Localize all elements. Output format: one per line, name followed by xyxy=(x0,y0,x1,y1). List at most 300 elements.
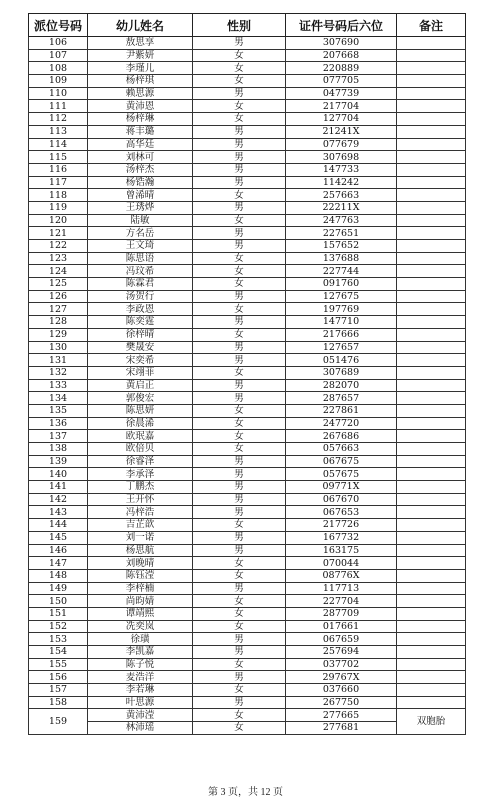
cell-note xyxy=(397,125,466,138)
cell-number: 122 xyxy=(29,240,88,253)
cell-id: 067659 xyxy=(286,633,397,646)
cell-note xyxy=(397,62,466,75)
cell-name: 李若琳 xyxy=(88,684,193,697)
cell-note xyxy=(397,138,466,151)
twin-gender-1: 女 xyxy=(193,709,286,722)
table-row xyxy=(29,163,466,176)
cell-note xyxy=(397,227,466,240)
cell-name: 陈霖君 xyxy=(88,278,193,291)
cell-name: 李政恩 xyxy=(88,303,193,316)
cell-id: 307698 xyxy=(286,151,397,164)
cell-note xyxy=(397,201,466,214)
table-row xyxy=(29,607,466,620)
cell-gender: 女 xyxy=(193,684,286,697)
cell-id: 117713 xyxy=(286,582,397,595)
cell-name: 宋翊菲 xyxy=(88,366,193,379)
table-row xyxy=(29,443,466,456)
cell-id: 227704 xyxy=(286,595,397,608)
cell-name: 尚昀婧 xyxy=(88,595,193,608)
cell-name: 黄沛恩 xyxy=(88,100,193,113)
cell-number: 112 xyxy=(29,113,88,126)
cell-gender: 男 xyxy=(193,531,286,544)
table-row xyxy=(29,379,466,392)
cell-id: 220889 xyxy=(286,62,397,75)
cell-gender: 女 xyxy=(193,100,286,113)
cell-name: 陈思妍 xyxy=(88,404,193,417)
cell-number: 145 xyxy=(29,531,88,544)
cell-name: 王文琦 xyxy=(88,240,193,253)
cell-id: 09771X xyxy=(286,481,397,494)
cell-name: 李凯嘉 xyxy=(88,646,193,659)
cell-gender: 女 xyxy=(193,519,286,532)
cell-gender: 男 xyxy=(193,696,286,709)
cell-number: 140 xyxy=(29,468,88,481)
cell-id: 067653 xyxy=(286,506,397,519)
cell-note xyxy=(397,49,466,62)
cell-note xyxy=(397,544,466,557)
cell-gender: 男 xyxy=(193,506,286,519)
table-body xyxy=(29,37,466,735)
cell-gender: 男 xyxy=(193,151,286,164)
twin-id-2: 277681 xyxy=(286,722,397,735)
cell-gender: 男 xyxy=(193,138,286,151)
cell-note xyxy=(397,151,466,164)
cell-number: 151 xyxy=(29,607,88,620)
cell-number: 139 xyxy=(29,455,88,468)
cell-id: 282070 xyxy=(286,379,397,392)
cell-name: 杨思航 xyxy=(88,544,193,557)
cell-number: 110 xyxy=(29,87,88,100)
cell-name: 刘晚晴 xyxy=(88,557,193,570)
cell-number: 109 xyxy=(29,75,88,88)
cell-name: 冯梓浩 xyxy=(88,506,193,519)
cell-gender: 女 xyxy=(193,278,286,291)
table-row xyxy=(29,227,466,240)
cell-number: 111 xyxy=(29,100,88,113)
cell-gender: 女 xyxy=(193,417,286,430)
cell-gender: 女 xyxy=(193,595,286,608)
table-row xyxy=(29,404,466,417)
cell-id: 163175 xyxy=(286,544,397,557)
cell-gender: 男 xyxy=(193,316,286,329)
table-row xyxy=(29,493,466,506)
cell-name: 冯玟希 xyxy=(88,265,193,278)
cell-gender: 女 xyxy=(193,62,286,75)
cell-note xyxy=(397,595,466,608)
cell-note xyxy=(397,265,466,278)
table-row xyxy=(29,366,466,379)
cell-note xyxy=(397,443,466,456)
cell-number: 158 xyxy=(29,696,88,709)
cell-note xyxy=(397,290,466,303)
cell-id: 077679 xyxy=(286,138,397,151)
cell-gender: 男 xyxy=(193,201,286,214)
cell-id: 067675 xyxy=(286,455,397,468)
cell-id: 077705 xyxy=(286,75,397,88)
cell-number: 153 xyxy=(29,633,88,646)
cell-name: 赖思源 xyxy=(88,87,193,100)
twin-number: 159 xyxy=(29,709,88,734)
cell-note xyxy=(397,481,466,494)
table-row xyxy=(29,696,466,709)
twin-gender-2: 女 xyxy=(193,722,286,735)
cell-id: 29767X xyxy=(286,671,397,684)
cell-name: 王琇烨 xyxy=(88,201,193,214)
cell-number: 130 xyxy=(29,341,88,354)
cell-id: 217726 xyxy=(286,519,397,532)
cell-name: 刘林可 xyxy=(88,151,193,164)
cell-note xyxy=(397,100,466,113)
cell-name: 陈钰滢 xyxy=(88,569,193,582)
cell-note xyxy=(397,328,466,341)
cell-gender: 女 xyxy=(193,252,286,265)
table-row xyxy=(29,151,466,164)
table-row xyxy=(29,189,466,202)
cell-id: 057663 xyxy=(286,443,397,456)
cell-id: 037660 xyxy=(286,684,397,697)
twin-note: 双胞胎 xyxy=(397,709,466,734)
table-row xyxy=(29,100,466,113)
cell-name: 尹紫妍 xyxy=(88,49,193,62)
table-row xyxy=(29,620,466,633)
cell-note xyxy=(397,557,466,570)
table-row xyxy=(29,646,466,659)
cell-name: 李承泽 xyxy=(88,468,193,481)
cell-id: 227861 xyxy=(286,404,397,417)
cell-number: 108 xyxy=(29,62,88,75)
header-number: 派位号码 xyxy=(29,14,88,37)
cell-name: 宋奕希 xyxy=(88,354,193,367)
cell-gender: 女 xyxy=(193,430,286,443)
table-row xyxy=(29,49,466,62)
cell-gender: 男 xyxy=(193,354,286,367)
cell-name: 徐晨浠 xyxy=(88,417,193,430)
cell-note xyxy=(397,519,466,532)
table-row xyxy=(29,75,466,88)
cell-note xyxy=(397,607,466,620)
cell-note xyxy=(397,696,466,709)
cell-id: 227744 xyxy=(286,265,397,278)
cell-gender: 女 xyxy=(193,189,286,202)
cell-id: 147710 xyxy=(286,316,397,329)
cell-gender: 女 xyxy=(193,569,286,582)
cell-note xyxy=(397,316,466,329)
cell-id: 287657 xyxy=(286,392,397,405)
cell-number: 149 xyxy=(29,582,88,595)
table-row xyxy=(29,430,466,443)
cell-number: 155 xyxy=(29,658,88,671)
cell-note xyxy=(397,633,466,646)
cell-note xyxy=(397,176,466,189)
cell-note xyxy=(397,240,466,253)
cell-note xyxy=(397,87,466,100)
cell-name: 李梓楠 xyxy=(88,582,193,595)
table-row xyxy=(29,138,466,151)
cell-gender: 男 xyxy=(193,227,286,240)
table-row xyxy=(29,569,466,582)
cell-id: 127704 xyxy=(286,113,397,126)
table-row xyxy=(29,557,466,570)
cell-name: 陈奕霆 xyxy=(88,316,193,329)
cell-id: 067670 xyxy=(286,493,397,506)
cell-id: 257663 xyxy=(286,189,397,202)
cell-gender: 女 xyxy=(193,49,286,62)
cell-number: 118 xyxy=(29,189,88,202)
cell-number: 117 xyxy=(29,176,88,189)
cell-gender: 女 xyxy=(193,658,286,671)
cell-name: 欧珉嘉 xyxy=(88,430,193,443)
cell-number: 138 xyxy=(29,443,88,456)
cell-id: 22211X xyxy=(286,201,397,214)
cell-note xyxy=(397,620,466,633)
table-row xyxy=(29,62,466,75)
cell-name: 汤贺行 xyxy=(88,290,193,303)
table-row xyxy=(29,455,466,468)
cell-id: 127657 xyxy=(286,341,397,354)
table-row xyxy=(29,417,466,430)
table-row xyxy=(29,290,466,303)
cell-number: 119 xyxy=(29,201,88,214)
cell-number: 148 xyxy=(29,569,88,582)
cell-id: 114242 xyxy=(286,176,397,189)
cell-number: 146 xyxy=(29,544,88,557)
table-row xyxy=(29,278,466,291)
cell-gender: 男 xyxy=(193,392,286,405)
table-row xyxy=(29,671,466,684)
cell-gender: 女 xyxy=(193,328,286,341)
cell-number: 106 xyxy=(29,37,88,50)
cell-gender: 男 xyxy=(193,87,286,100)
table-row xyxy=(29,328,466,341)
cell-note xyxy=(397,569,466,582)
cell-note xyxy=(397,379,466,392)
cell-id: 070044 xyxy=(286,557,397,570)
cell-name: 麦浩洋 xyxy=(88,671,193,684)
cell-id: 157652 xyxy=(286,240,397,253)
cell-number: 133 xyxy=(29,379,88,392)
cell-note xyxy=(397,163,466,176)
cell-name: 李瑾儿 xyxy=(88,62,193,75)
cell-id: 227651 xyxy=(286,227,397,240)
cell-id: 207668 xyxy=(286,49,397,62)
cell-note xyxy=(397,671,466,684)
table-row xyxy=(29,87,466,100)
cell-number: 144 xyxy=(29,519,88,532)
cell-name: 方名岳 xyxy=(88,227,193,240)
cell-number: 129 xyxy=(29,328,88,341)
cell-number: 113 xyxy=(29,125,88,138)
table-row xyxy=(29,214,466,227)
twin-id-1: 277665 xyxy=(286,709,397,722)
cell-id: 037702 xyxy=(286,658,397,671)
cell-gender: 女 xyxy=(193,113,286,126)
cell-gender: 男 xyxy=(193,176,286,189)
cell-gender: 女 xyxy=(193,303,286,316)
cell-number: 120 xyxy=(29,214,88,227)
cell-number: 147 xyxy=(29,557,88,570)
cell-number: 141 xyxy=(29,481,88,494)
cell-id: 137688 xyxy=(286,252,397,265)
cell-note xyxy=(397,684,466,697)
cell-number: 143 xyxy=(29,506,88,519)
cell-gender: 男 xyxy=(193,544,286,557)
table-header-row xyxy=(29,14,466,37)
cell-note xyxy=(397,341,466,354)
cell-name: 欧倍贝 xyxy=(88,443,193,456)
cell-note xyxy=(397,75,466,88)
cell-note xyxy=(397,303,466,316)
twin-name-2: 林沛瑶 xyxy=(88,722,193,735)
cell-number: 115 xyxy=(29,151,88,164)
cell-number: 156 xyxy=(29,671,88,684)
table-row xyxy=(29,265,466,278)
cell-gender: 男 xyxy=(193,671,286,684)
header-note: 备注 xyxy=(397,14,466,37)
cell-name: 敖思享 xyxy=(88,37,193,50)
cell-gender: 女 xyxy=(193,214,286,227)
cell-gender: 女 xyxy=(193,620,286,633)
cell-id: 217666 xyxy=(286,328,397,341)
table-row xyxy=(29,303,466,316)
cell-number: 128 xyxy=(29,316,88,329)
assignment-table xyxy=(28,13,466,735)
cell-name: 高华廷 xyxy=(88,138,193,151)
cell-gender: 男 xyxy=(193,240,286,253)
table-row xyxy=(29,316,466,329)
cell-note xyxy=(397,392,466,405)
cell-number: 135 xyxy=(29,404,88,417)
cell-number: 142 xyxy=(29,493,88,506)
cell-number: 152 xyxy=(29,620,88,633)
cell-name: 王开怀 xyxy=(88,493,193,506)
table-row xyxy=(29,684,466,697)
cell-id: 017661 xyxy=(286,620,397,633)
cell-note xyxy=(397,582,466,595)
cell-name: 陈思语 xyxy=(88,252,193,265)
cell-name: 吉芷歆 xyxy=(88,519,193,532)
cell-number: 125 xyxy=(29,278,88,291)
cell-number: 134 xyxy=(29,392,88,405)
cell-gender: 女 xyxy=(193,75,286,88)
cell-number: 157 xyxy=(29,684,88,697)
cell-name: 杨梓琪 xyxy=(88,75,193,88)
cell-number: 137 xyxy=(29,430,88,443)
cell-name: 叶思源 xyxy=(88,696,193,709)
table-row xyxy=(29,633,466,646)
cell-id: 047739 xyxy=(286,87,397,100)
cell-name: 陆敏 xyxy=(88,214,193,227)
header-id-last6: 证件号码后六位 xyxy=(286,14,397,37)
table-row xyxy=(29,595,466,608)
cell-note xyxy=(397,455,466,468)
cell-name: 郭俊宏 xyxy=(88,392,193,405)
table-row xyxy=(29,506,466,519)
cell-gender: 女 xyxy=(193,557,286,570)
cell-name: 杨梓琳 xyxy=(88,113,193,126)
cell-note xyxy=(397,252,466,265)
cell-note xyxy=(397,493,466,506)
cell-id: 167732 xyxy=(286,531,397,544)
cell-number: 123 xyxy=(29,252,88,265)
header-gender: 性别 xyxy=(193,14,286,37)
table-row xyxy=(29,113,466,126)
cell-id: 267750 xyxy=(286,696,397,709)
cell-number: 114 xyxy=(29,138,88,151)
cell-note xyxy=(397,430,466,443)
table-row xyxy=(29,125,466,138)
cell-gender: 男 xyxy=(193,455,286,468)
cell-gender: 男 xyxy=(193,163,286,176)
cell-gender: 女 xyxy=(193,607,286,620)
table-row xyxy=(29,37,466,50)
cell-id: 127675 xyxy=(286,290,397,303)
cell-gender: 男 xyxy=(193,493,286,506)
cell-number: 126 xyxy=(29,290,88,303)
cell-note xyxy=(397,404,466,417)
table-row xyxy=(29,201,466,214)
table-row xyxy=(29,354,466,367)
cell-note xyxy=(397,506,466,519)
cell-number: 136 xyxy=(29,417,88,430)
cell-name: 樊晟安 xyxy=(88,341,193,354)
table-row xyxy=(29,252,466,265)
table-row xyxy=(29,176,466,189)
cell-number: 107 xyxy=(29,49,88,62)
cell-gender: 女 xyxy=(193,404,286,417)
cell-id: 307690 xyxy=(286,37,397,50)
cell-gender: 男 xyxy=(193,633,286,646)
cell-number: 121 xyxy=(29,227,88,240)
cell-name: 汤梓杰 xyxy=(88,163,193,176)
cell-gender: 男 xyxy=(193,290,286,303)
cell-number: 124 xyxy=(29,265,88,278)
table-row xyxy=(29,582,466,595)
cell-note xyxy=(397,113,466,126)
cell-gender: 女 xyxy=(193,265,286,278)
cell-id: 147733 xyxy=(286,163,397,176)
table-row xyxy=(29,544,466,557)
cell-id: 091760 xyxy=(286,278,397,291)
table-row xyxy=(29,392,466,405)
cell-name: 冼奕岚 xyxy=(88,620,193,633)
twin-row xyxy=(29,709,466,722)
cell-note xyxy=(397,531,466,544)
cell-note xyxy=(397,189,466,202)
twin-name-1: 黄沛滢 xyxy=(88,709,193,722)
cell-gender: 男 xyxy=(193,582,286,595)
cell-name: 黄启正 xyxy=(88,379,193,392)
table-row xyxy=(29,240,466,253)
cell-name: 刘一诺 xyxy=(88,531,193,544)
cell-note xyxy=(397,278,466,291)
cell-note xyxy=(397,354,466,367)
table-row xyxy=(29,341,466,354)
cell-gender: 女 xyxy=(193,443,286,456)
cell-number: 116 xyxy=(29,163,88,176)
cell-note xyxy=(397,646,466,659)
cell-gender: 男 xyxy=(193,341,286,354)
cell-gender: 男 xyxy=(193,37,286,50)
cell-id: 247720 xyxy=(286,417,397,430)
page-footer: 第 3 页，共 12 页 xyxy=(208,787,283,798)
cell-number: 127 xyxy=(29,303,88,316)
cell-note xyxy=(397,214,466,227)
cell-number: 131 xyxy=(29,354,88,367)
cell-note xyxy=(397,468,466,481)
cell-name: 杨锆瀚 xyxy=(88,176,193,189)
cell-gender: 女 xyxy=(193,366,286,379)
cell-note xyxy=(397,658,466,671)
